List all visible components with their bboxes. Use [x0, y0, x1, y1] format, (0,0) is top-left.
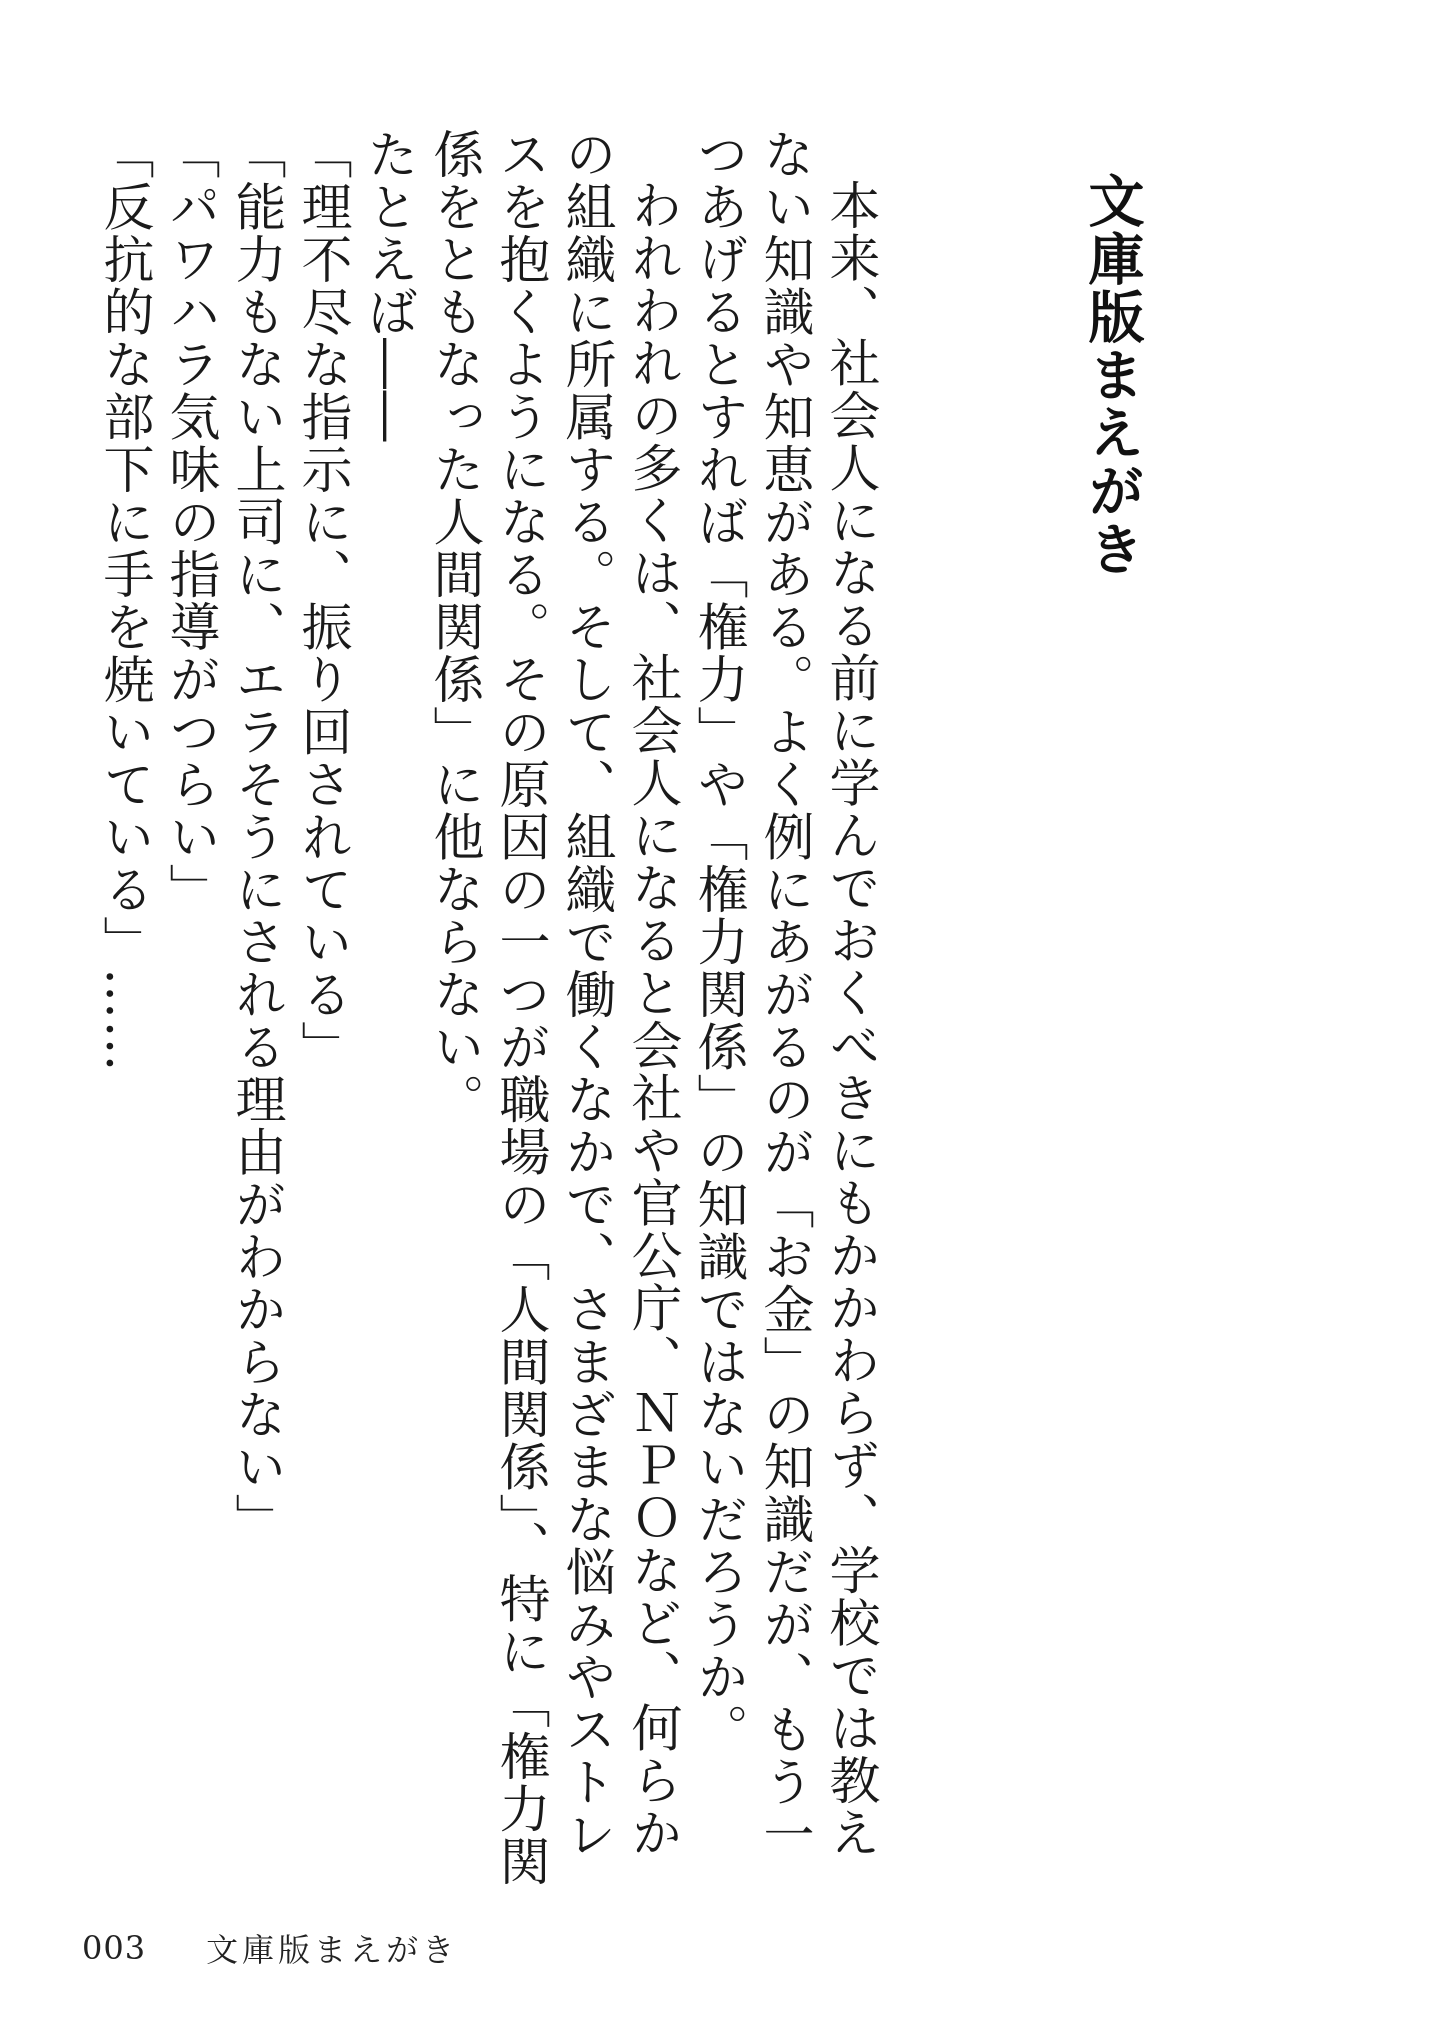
quote-2: 「能力もない上司に、エラそうにされる理由がわからない」 — [226, 128, 285, 1546]
paragraph-2: われわれの多くは、社会人になると会社や官公庁、ＮＰＯなど、何らかの組織に所属する。そして、組織で働くなかで、さまざまな悩みやストレスを抱くようになる。その原因の一つが職場の「人間関係」、特に「権力関係をともなった人間関係」に他ならない。 — [424, 128, 681, 1888]
paragraph-3: たとえば―― — [358, 128, 417, 443]
quote-4: 「反抗的な部下に手を焼いている」…… — [94, 128, 153, 1073]
running-head: 文庫版まえがき — [206, 1931, 459, 1969]
page-number: 003 — [82, 1929, 147, 1967]
page-footer — [82, 1926, 458, 1970]
quote-3: 「パワハラ気味の指導がつらい」 — [160, 128, 219, 916]
chapter-title: 文庫版まえがき — [1079, 172, 1145, 578]
paragraph-1: 本来、社会人になる前に学んでおくべきにもかかわらず、学校では教えない知識や知恵がある。よく例にあがるのが「お金」の知識だが、もう一つあげるとすれば「権力」や「権力関係」の知識ではないだろうか。 — [688, 128, 879, 1861]
body-text — [90, 128, 882, 1898]
quote-1: 「理不尽な指示に、振り回されている」 — [292, 128, 351, 1073]
